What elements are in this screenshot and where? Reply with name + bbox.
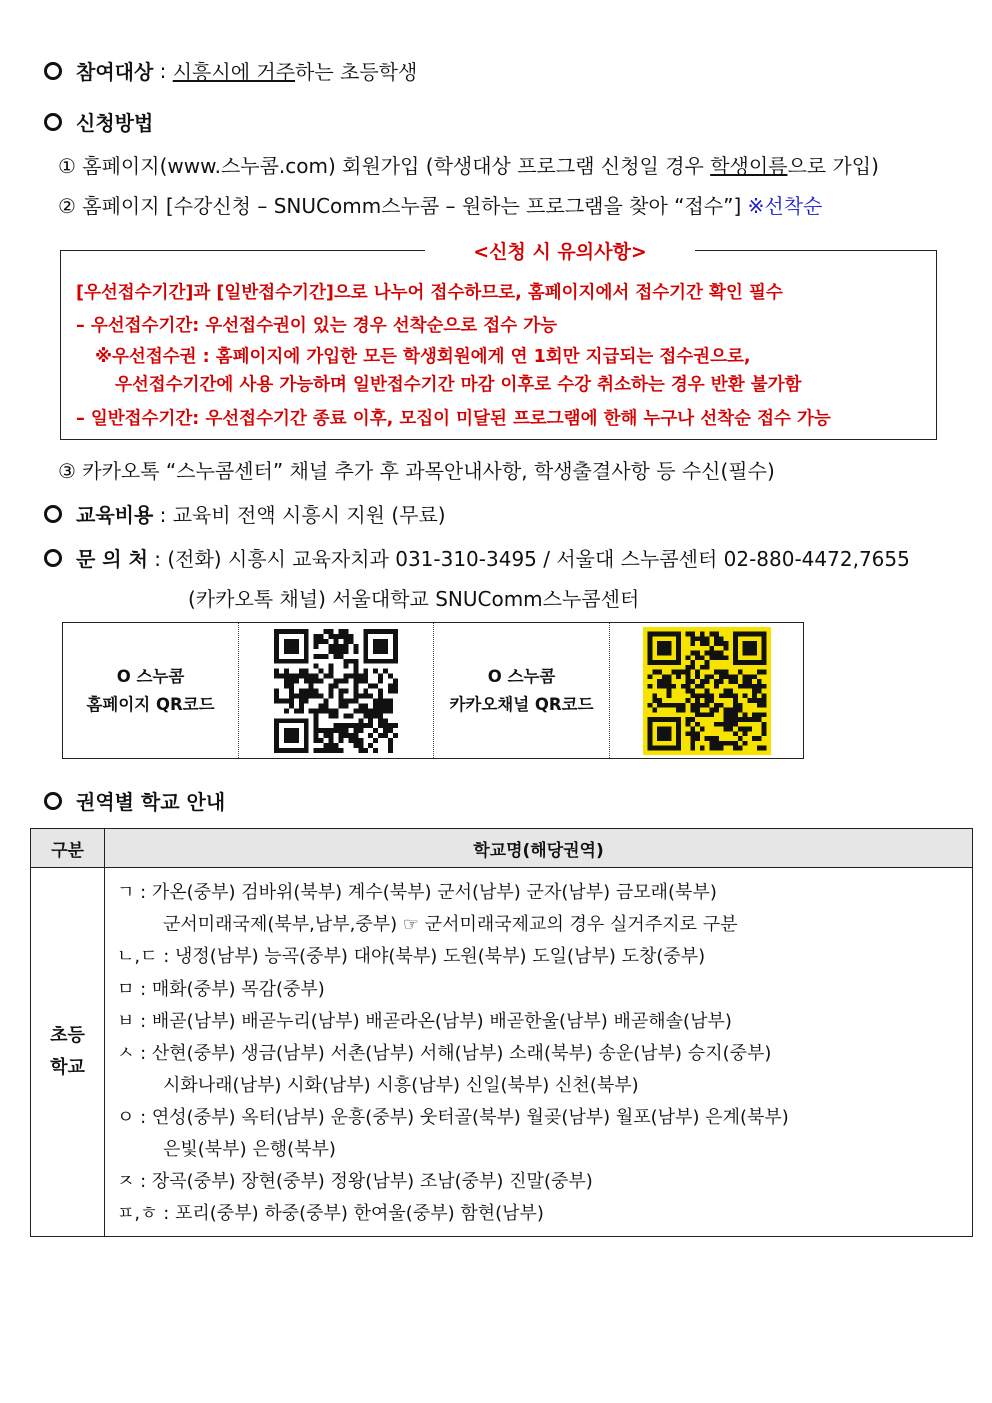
first-come-note: ※선착순	[747, 194, 823, 218]
notice-box	[60, 241, 937, 440]
notice-line-4: 우선접수기간에 사용 가능하며 일반접수기간 마감 이후로 수강 취소하는 경우 반환 불가함	[115, 375, 802, 395]
kakao-qr-cell	[610, 623, 803, 758]
header-category: 구분	[31, 829, 105, 867]
kakao-qr-label-1: O 스누콤	[487, 666, 556, 686]
school-row: 시화나래(남부) 시화(남부) 시흥(남부) 신일(북부) 신천(북부)	[163, 1075, 639, 1096]
schools-section	[44, 786, 225, 815]
target-colon: :	[153, 58, 173, 83]
header-school-names: 학교명(해당권역)	[473, 840, 604, 861]
notice-title: <신청 시 유의사항>	[425, 237, 695, 264]
home-qr-label-2: 홈페이지 QR코드	[86, 694, 215, 714]
target-section	[44, 56, 417, 85]
circle-bullet-icon	[44, 549, 62, 567]
cost-label: 교육비용	[76, 503, 154, 527]
school-row: ㅅ : 산현(중부) 생금(남부) 서촌(남부) 서해(남부) 소래(북부) 송운(남부) 승지(중부)	[117, 1043, 772, 1064]
contact-line-1: : (전화) 시흥시 교육자치과 031-310-3495 / 서울대 스누콤센터 02-880-4472,7655	[147, 547, 910, 571]
circle-bullet-icon	[44, 62, 62, 80]
step1-text: ① 홈페이지(www.스누콤.com) 회원가입 (학생대상 프로그램 신청일 경우	[58, 154, 711, 178]
home-qr-label	[63, 623, 239, 758]
target-value-rest: 하는 초등학생	[295, 60, 418, 84]
apply-step-3: ③ 카카오톡 “스누콤센터” 채널 추가 후 과목안내사항, 학생출결사항 등 수신(필수)	[58, 459, 775, 483]
school-row: ㅈ : 장곡(중부) 장현(중부) 정왕(남부) 조남(중부) 진말(중부)	[117, 1171, 593, 1192]
category-cell	[31, 868, 105, 1236]
step2-text: ② 홈페이지 [수강신청 – SNUComm스누콤 – 원하는 프로그램을 찾아 “접수”]	[58, 194, 748, 218]
contact-section	[44, 543, 910, 572]
step1-text-post: 으로 가입)	[787, 154, 879, 178]
notice-line-1: [우선접수기간]과 [일반접수기간]으로 나누어 접수하므로, 홈페이지에서 접수기간 확인 필수	[76, 283, 783, 303]
category-line-1: 초등	[50, 1025, 85, 1046]
contact-line-2: (카카오톡 채널) 서울대학교 SNUComm스누콤센터	[188, 587, 640, 611]
schools-table-header	[31, 829, 972, 868]
cost-value: : 교육비 전액 시흥시 지원 (무료)	[153, 503, 446, 527]
school-names-cell	[105, 868, 972, 1236]
qr-table	[62, 622, 804, 759]
notice-line-2: – 우선접수기간: 우선접수권이 있는 경우 선착순으로 접수 가능	[76, 316, 558, 336]
circle-bullet-icon	[44, 505, 62, 523]
circle-bullet-icon	[44, 113, 62, 131]
school-row: ㅇ : 연성(중부) 옥터(남부) 운흥(중부) 웃터골(북부) 월곶(남부) 월포(남부) 은계(북부)	[117, 1107, 789, 1128]
target-label: 참여대상	[76, 60, 154, 84]
notice-line-3: ※우선접수권 : 홈페이지에 가입한 모든 학생회원에게 연 1회만 지급되는 접수권으로,	[95, 347, 751, 367]
kakao-qr-label	[434, 623, 610, 758]
apply-step-2	[58, 190, 822, 219]
target-value-underlined: 시흥시에 거주	[172, 60, 296, 84]
apply-step-1	[58, 150, 879, 179]
category-line-2: 학교	[50, 1057, 85, 1078]
school-row: 군서미래국제(북부,남부,중부) ☞ 군서미래국제교의 경우 실거주지로 구분	[163, 914, 738, 935]
apply-label: 신청방법	[76, 111, 154, 135]
cost-section	[44, 499, 446, 528]
home-qr-label-1: O 스누콤	[116, 666, 185, 686]
school-row: ㄴ,ㄷ : 냉정(남부) 능곡(중부) 대야(북부) 도원(북부) 도일(남부) 도창(중부)	[117, 946, 706, 967]
apply-section	[44, 107, 153, 136]
notice-line-5: – 일반접수기간: 우선접수기간 종료 이후, 모집이 미달된 프로그램에 한해 누구나 선착순 접수 가능	[76, 409, 831, 429]
schools-table-body	[31, 868, 972, 1236]
contact-label: 문 의 처	[76, 547, 148, 571]
school-row: ㅍ,ㅎ : 포리(중부) 하중(중부) 한여울(중부) 함현(남부)	[117, 1203, 544, 1224]
school-row: ㅂ : 배곧(남부) 배곧누리(남부) 배곧라온(남부) 배곧한울(남부) 배곧해솔(남부)	[117, 1011, 732, 1032]
kakao-qr-label-2: 카카오채널 QR코드	[449, 694, 594, 714]
home-qr-cell	[239, 623, 434, 758]
step1-underlined: 학생이름	[710, 154, 788, 178]
school-row: ㄱ : 가온(중부) 검바위(북부) 계수(북부) 군서(남부) 군자(남부) 금모래(북부)	[117, 882, 717, 903]
school-row: 은빛(북부) 은행(북부)	[163, 1139, 336, 1160]
schools-label: 권역별 학교 안내	[76, 790, 226, 814]
circle-bullet-icon	[44, 792, 62, 810]
school-row: ㅁ : 매화(중부) 목감(중부)	[117, 979, 325, 1000]
kakao-qr-code-icon[interactable]	[641, 627, 773, 755]
schools-table	[30, 828, 973, 1237]
home-qr-code-icon[interactable]	[274, 629, 398, 753]
